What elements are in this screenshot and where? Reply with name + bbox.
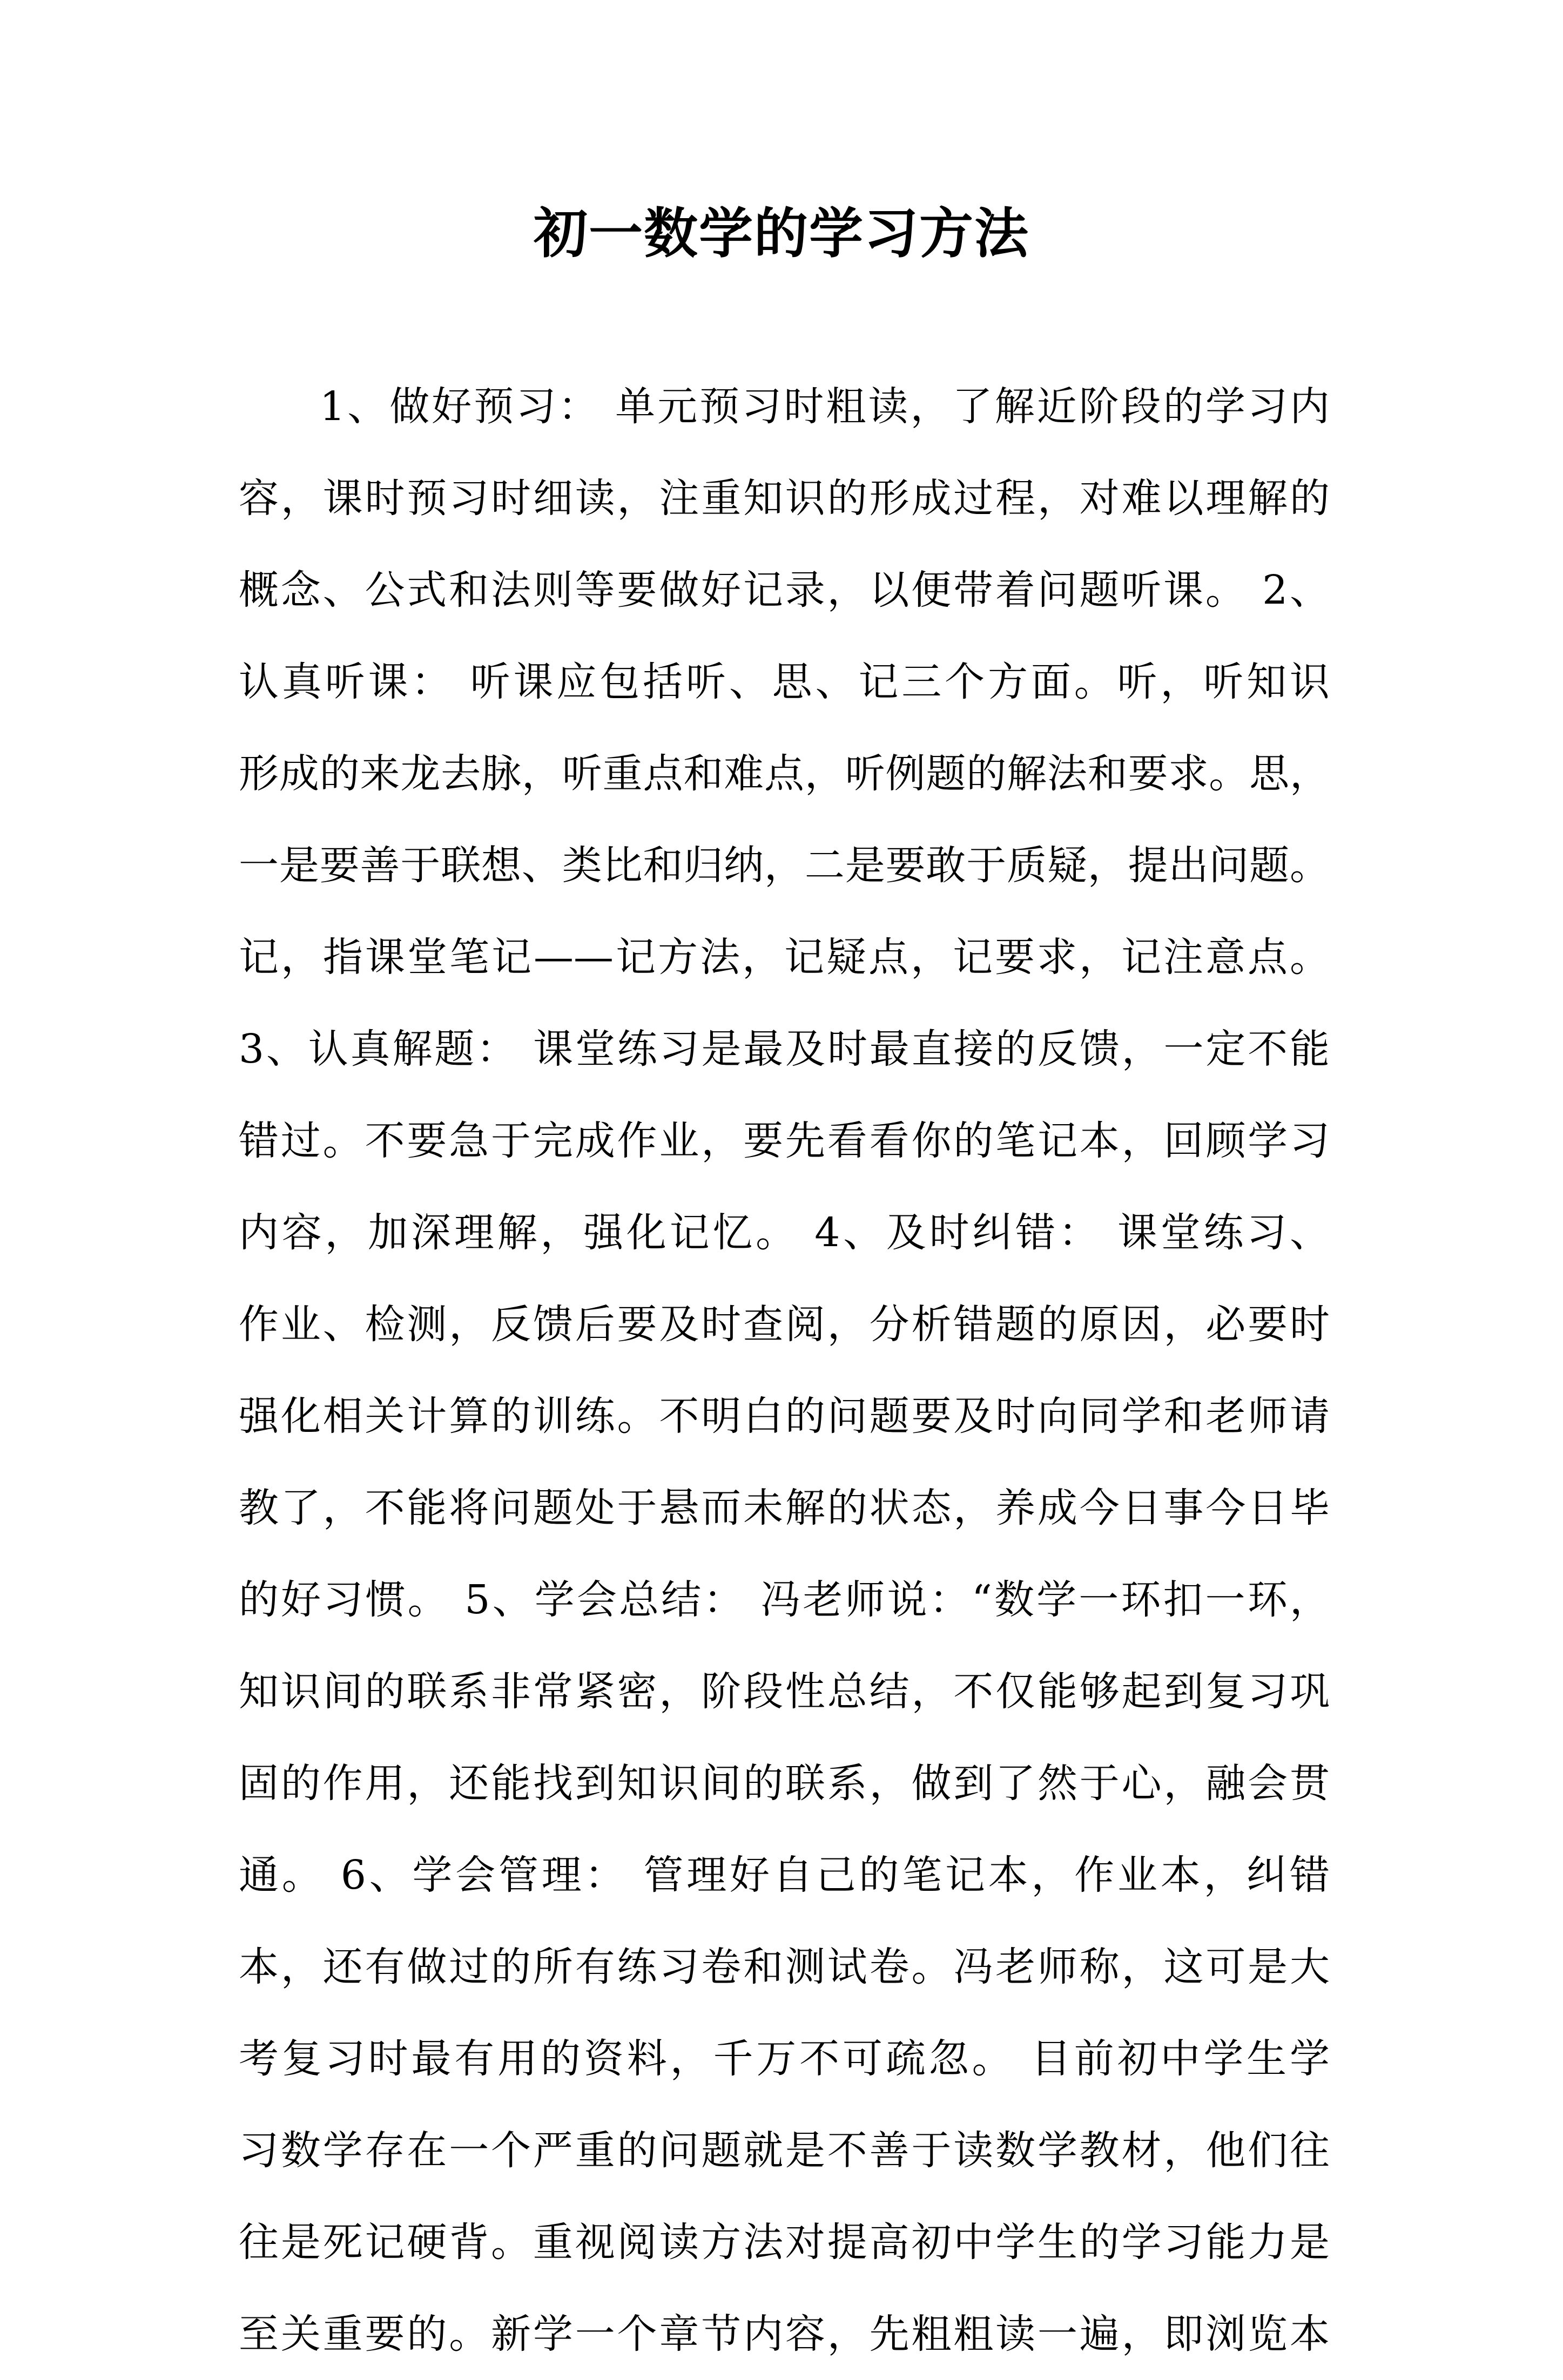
body-line: 通。 6、学会管理： 管理好自己的笔记本，作业本，纠错 <box>239 1852 1330 1898</box>
body-line: 错过。不要急于完成作业，要先看看你的笔记本，回顾学习 <box>239 1118 1330 1164</box>
body-line: 考复习时最有用的资料，千万不可疏忽。 目前初中学生学 <box>239 2036 1330 2082</box>
body-line: 至关重要的。新学一个章节内容，先粗粗读一遍，即浏览本 <box>239 2311 1330 2357</box>
body-line: 的好习惯。 5、学会总结： 冯老师说：“数学一环扣一环， <box>239 1577 1330 1623</box>
body-line: 习数学存在一个严重的问题就是不善于读数学教材，他们往 <box>239 2127 1330 2174</box>
body-line: 固的作用，还能找到知识间的联系，做到了然于心，融会贯 <box>239 1760 1330 1807</box>
body-line: 强化相关计算的训练。不明白的问题要及时向同学和老师请 <box>239 1393 1330 1439</box>
body-line: 概念、公式和法则等要做好记录，以便带着问题听课。 2、 <box>239 567 1330 613</box>
body-line: 作业、检测，反馈后要及时查阅，分析错题的原因，必要时 <box>239 1301 1330 1348</box>
body-line: 形成的来龙去脉，听重点和难点，听例题的解法和要求。思， <box>239 750 1330 797</box>
body-line: 知识间的联系非常紧密，阶段性总结，不仅能够起到复习巩 <box>239 1668 1330 1715</box>
body-line: 本，还有做过的所有练习卷和测试卷。冯老师称，这可是大 <box>239 1944 1330 1990</box>
document-title: 初一数学的学习方法 <box>534 201 1029 265</box>
body-line: 一是要善于联想、类比和归纳，二是要敢于质疑，提出问题。 <box>239 842 1330 889</box>
document-body <box>239 361 1330 2380</box>
body-line: 容，课时预习时细读，注重知识的形成过程，对难以理解的 <box>239 475 1330 522</box>
body-line: 教了，不能将问题处于悬而未解的状态，养成今日事今日毕 <box>239 1485 1330 1531</box>
body-line: 认真听课： 听课应包括听、思、记三个方面。听，听知识 <box>239 659 1330 705</box>
body-line: 3、认真解题： 课堂练习是最及时最直接的反馈，一定不能 <box>239 1026 1330 1072</box>
body-line: 记，指课堂笔记——记方法，记疑点，记要求，记注意点。 <box>239 934 1330 981</box>
body-line: 内容，加深理解，强化记忆。 4、及时纠错： 课堂练习、 <box>239 1209 1330 1256</box>
body-line: 1、做好预习： 单元预习时粗读，了解近阶段的学习内 <box>320 383 1330 430</box>
body-line: 往是死记硬背。重视阅读方法对提高初中学生的学习能力是 <box>239 2219 1330 2266</box>
